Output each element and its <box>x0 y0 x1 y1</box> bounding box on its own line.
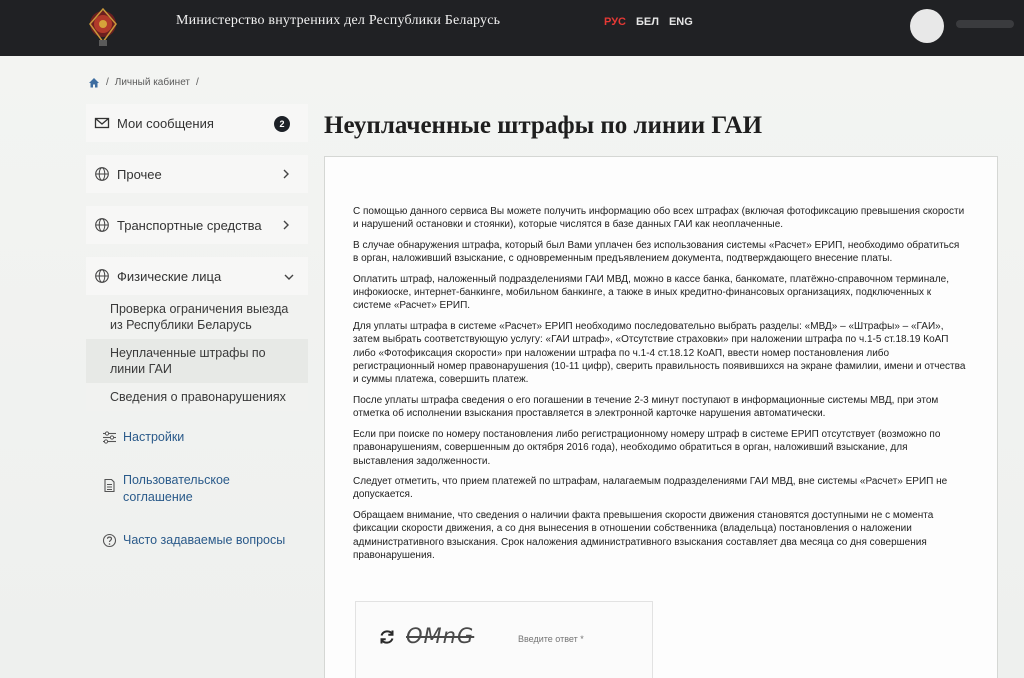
info-paragraph: С помощью данного сервиса Вы можете получить информацию обо всех штрафах (включая фотофиксацию превышения скорости и нарушений остановки и стоянки), которые числятся в базе данных ГАИ как неоплаченные. <box>353 206 965 231</box>
sidebar-link-label: Настройки <box>123 430 185 444</box>
question-icon <box>102 533 117 548</box>
top-header <box>0 0 1024 56</box>
document-icon <box>102 478 117 493</box>
sidebar-link-label: Часто задаваемые вопросы <box>123 533 286 547</box>
captcha-block <box>355 601 653 678</box>
lang-ru[interactable]: РУС <box>604 16 626 28</box>
sidebar-link-agreement[interactable] <box>86 472 308 506</box>
sidebar-item-label: Мои сообщения <box>117 115 214 131</box>
info-paragraph: Обращаем внимание, что сведения о наличии факта превышения скорости движения становятся доступными не с момента фиксации скорости движения, а со дня вынесения в отношении собственника (владельца) постановления о наложении административного взыскания. Срок наложения административного взыскания составляет два месяца со дня совершения правонарушения. <box>353 509 934 561</box>
chevron-right-icon <box>282 220 290 230</box>
info-paragraph: Если при поиске по номеру постановления либо регистрационному номеру штраф в системе ЕРИП отсутствует (возможно по правонарушениям, совершенным до октября 2016 года), необходимо обратиться в орган, наложивший взыскание, для выставления задолженности. <box>353 428 941 467</box>
breadcrumb-item-cabinet[interactable]: Личный кабинет <box>114 77 191 88</box>
globe-icon <box>94 268 110 284</box>
sidebar-item-messages[interactable] <box>86 104 308 142</box>
chevron-down-icon <box>284 273 294 281</box>
sidebar-item-label: Прочее <box>117 166 162 182</box>
sidebar-link-label: Пользовательское соглашение <box>123 473 230 504</box>
user-name-redacted[interactable] <box>956 20 1014 28</box>
submenu-item-offenses[interactable]: Сведения о правонарушениях <box>110 390 286 404</box>
home-icon[interactable] <box>88 77 100 88</box>
submenu-item-unpaid-fines[interactable]: Неуплаченные штрафы по линии ГАИ <box>86 339 308 383</box>
chevron-right-icon <box>282 169 290 179</box>
language-switcher <box>604 16 693 28</box>
sidebar-item-label: Транспортные средства <box>117 217 262 233</box>
page-body <box>0 56 1024 678</box>
sliders-icon <box>102 430 117 445</box>
breadcrumb-separator: / <box>196 77 199 88</box>
submenu-item-exit-restriction[interactable]: Проверка ограничения выезда из Республики Беларусь <box>110 302 289 332</box>
sidebar-link-settings[interactable] <box>86 429 308 446</box>
info-paragraph: Для уплаты штрафа в системе «Расчет» ЕРИП необходимо последовательно выбрать разделы: «МВД» – «Штрафы» – «ГАИ», затем выбрать соответствующую услугу: «ГАИ штраф», «Отсутствие страховки» при наложении штрафа по ч.1-5 ст.18.19 КоАП либо «Фотофиксация скорости» при наложении штрафа по ч.1-4 ст.18.12 КоАП, ввести номер постановления либо регистрационный номер правонарушения (10-11 цифр), сверить правильность появившихся на экране фамилии, имени и отчества и суммы платежа, совершить платеж. <box>353 320 966 386</box>
sidebar-link-faq[interactable] <box>86 532 308 549</box>
sidebar-item-individuals[interactable] <box>86 257 308 295</box>
individuals-submenu <box>86 295 308 411</box>
messages-count-badge: 2 <box>274 116 290 132</box>
sidebar-item-other[interactable] <box>86 155 308 193</box>
captcha-answer-input[interactable] <box>518 628 646 650</box>
breadcrumb <box>88 77 199 88</box>
user-avatar-icon[interactable] <box>910 9 944 43</box>
info-paragraph: Оплатить штраф, наложенный подразделениями ГАИ МВД, можно в кассе банка, банкомате, платёжно-справочном терминале, инфокиоске, интернет-банкинге, мобильном банкинге, а также в иных кредитно-финансовых организациях, подключенных к системе «Расчет» ЕРИП. <box>353 273 949 312</box>
sidebar-item-label: Физические лица <box>117 268 222 284</box>
info-paragraph: В случае обнаружения штрафа, который был Вами уплачен без использования системы «Расчет» ЕРИП, необходимо обратиться в орган, наложивший взыскание, с одновременным предъявлением документа, подтверждающего внесение платы. <box>353 239 960 265</box>
lang-en[interactable]: ENG <box>668 16 693 28</box>
breadcrumb-separator: / <box>106 77 109 88</box>
shield-emblem-icon <box>86 4 120 50</box>
sidebar-item-vehicles[interactable] <box>86 206 308 244</box>
info-paragraph: Следует отметить, что прием платежей по штрафам, налагаемым подразделениями ГАИ МВД, вне системы «Расчет» ЕРИП не допускается. <box>353 475 948 501</box>
globe-icon <box>94 217 110 233</box>
content-panel <box>324 156 998 678</box>
globe-icon <box>94 166 110 182</box>
page-title: Неуплаченные штрафы по линии ГАИ <box>324 112 763 139</box>
envelope-icon <box>94 115 110 131</box>
info-paragraph: После уплаты штрафа сведения о его погашении в течение 2-3 минут поступают в информационные системы МВД, при этом отметка об исполнении взыскания проставляется в электронной карточке нарушения автоматически. <box>353 394 939 420</box>
lang-be[interactable]: БЕЛ <box>635 16 659 28</box>
sidebar <box>86 104 308 575</box>
site-title[interactable]: Министерство внутренних дел Республики Беларусь <box>176 13 501 28</box>
refresh-icon[interactable] <box>378 628 396 646</box>
captcha-image: OMnG <box>406 624 475 648</box>
